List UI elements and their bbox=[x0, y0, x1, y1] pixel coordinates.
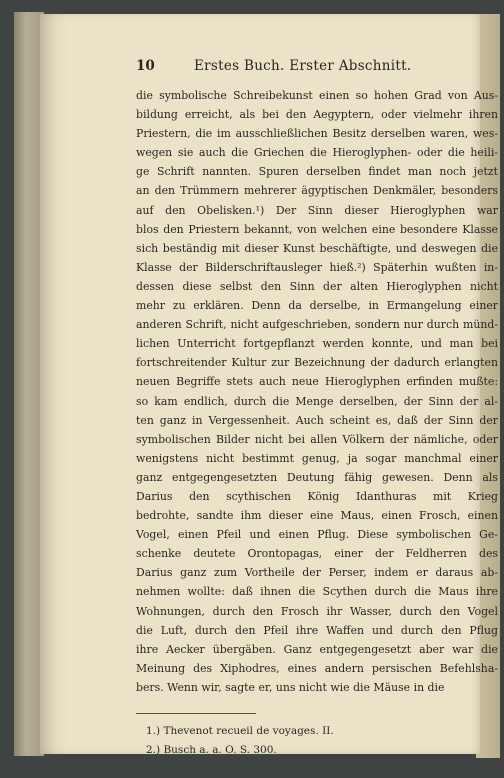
text-line: bildung erreicht, als bei den Aegyptern, oder vielmehr ihren bbox=[136, 108, 498, 122]
text-line: Klasse der Bilderschriftausleger hieß.²) Späterhin wußten in- bbox=[136, 260, 498, 274]
footnotes bbox=[136, 722, 498, 760]
page-content bbox=[136, 58, 498, 760]
text-line: neuen Begriffe stets auch neue Hieroglyphen erfinden mußte: bbox=[136, 375, 498, 389]
text-line: ganz entgegengesetzten Deutung fähig gewesen. Denn als bbox=[136, 470, 498, 484]
text-line: lichen Unterricht fortgepflanzt werden konnte, und man bei bbox=[136, 337, 498, 351]
text-line: anderen Schrift, nicht aufgeschrieben, sondern nur durch münd- bbox=[136, 318, 498, 332]
text-line: bers. Wenn wir, sagte er, uns nicht wie die Mäuse in die bbox=[136, 680, 445, 694]
text-line: schenke deutete Orontopagas, einer der Feldherren des bbox=[136, 547, 498, 561]
text-line: die symbolische Schreibekunst einen so hohen Grad von Aus- bbox=[136, 89, 498, 102]
text-line: sich beständig mit dieser Kunst beschäftigte, und deswegen die bbox=[136, 241, 498, 255]
text-line: Priestern, die im ausschließlichen Besitz derselben waren, wes- bbox=[136, 127, 498, 141]
footnote: 2.) Busch a. a. O. S. 300. bbox=[146, 744, 277, 756]
text-line: Vogel, einen Pfeil und einen Pflug. Diese symbolischen Ge- bbox=[136, 528, 498, 542]
footnote: 1.) Thevenot recueil de voyages. II. bbox=[146, 725, 334, 737]
text-line: ten ganz in Vergessenheit. Auch scheint es, daß der Sinn der bbox=[136, 413, 498, 427]
text-line: ge Schrift nannten. Spuren derselben findet man noch jetzt bbox=[136, 165, 498, 179]
text-line: so kam endlich, durch die Menge derselben, der Sinn der al- bbox=[136, 394, 498, 408]
text-line: wegen sie auch die Griechen die Hieroglyphen- oder die heili- bbox=[136, 146, 498, 160]
text-line: Darius ganz zum Vortheile der Perser, indem er daraus ab- bbox=[136, 566, 498, 580]
text-line: Meinung des Xiphodres, eines andern persischen Befehlsha- bbox=[136, 661, 498, 675]
text-line: Darius den scythischen König Idanthuras mit Krieg bbox=[136, 489, 498, 503]
running-head: Erstes Buch. Erster Abschnitt. bbox=[194, 58, 412, 74]
text-line: ihre Aecker übergäben. Ganz entgegengesetzt aber war die bbox=[136, 642, 498, 656]
text-line: symbolischen Bilder nicht bei allen Völkern der nämliche, oder bbox=[136, 432, 498, 446]
page-header bbox=[136, 58, 498, 80]
text-line: dessen diese selbst den Sinn der alten Hieroglyphen nicht bbox=[136, 279, 498, 293]
page-sheet bbox=[40, 14, 498, 756]
text-line: wenigstens nicht bestimmt genug, ja sogar manchmal einer bbox=[136, 451, 498, 465]
text-line: bedrohte, sandte ihm dieser eine Maus, einen Frosch, einen bbox=[136, 509, 498, 523]
text-line: blos den Priestern bekannt, von welchen eine besondere Klasse bbox=[136, 222, 498, 236]
text-line: an den Trümmern mehrerer ägyptischen Denkmäler, besonders bbox=[136, 184, 498, 198]
text-line: fortschreitender Kultur zur Bezeichnung der dadurch erlangten bbox=[136, 356, 498, 370]
text-line: nehmen wollte: daß ihnen die Scythen durch die Maus ihre bbox=[136, 585, 498, 599]
body-text bbox=[136, 86, 498, 697]
text-line: Wohnungen, durch den Frosch ihr Wasser, durch den Vogel bbox=[136, 604, 498, 618]
text-line: die Luft, durch den Pfeil ihre Waffen und durch den Pflug bbox=[136, 623, 498, 637]
page-number: 10 bbox=[136, 58, 155, 74]
footnote-rule bbox=[136, 713, 256, 714]
text-line: auf den Obelisken.¹) Der Sinn dieser Hieroglyphen war bbox=[136, 203, 498, 217]
text-line: mehr zu erklären. Denn da derselbe, in Ermangelung einer bbox=[136, 299, 498, 313]
